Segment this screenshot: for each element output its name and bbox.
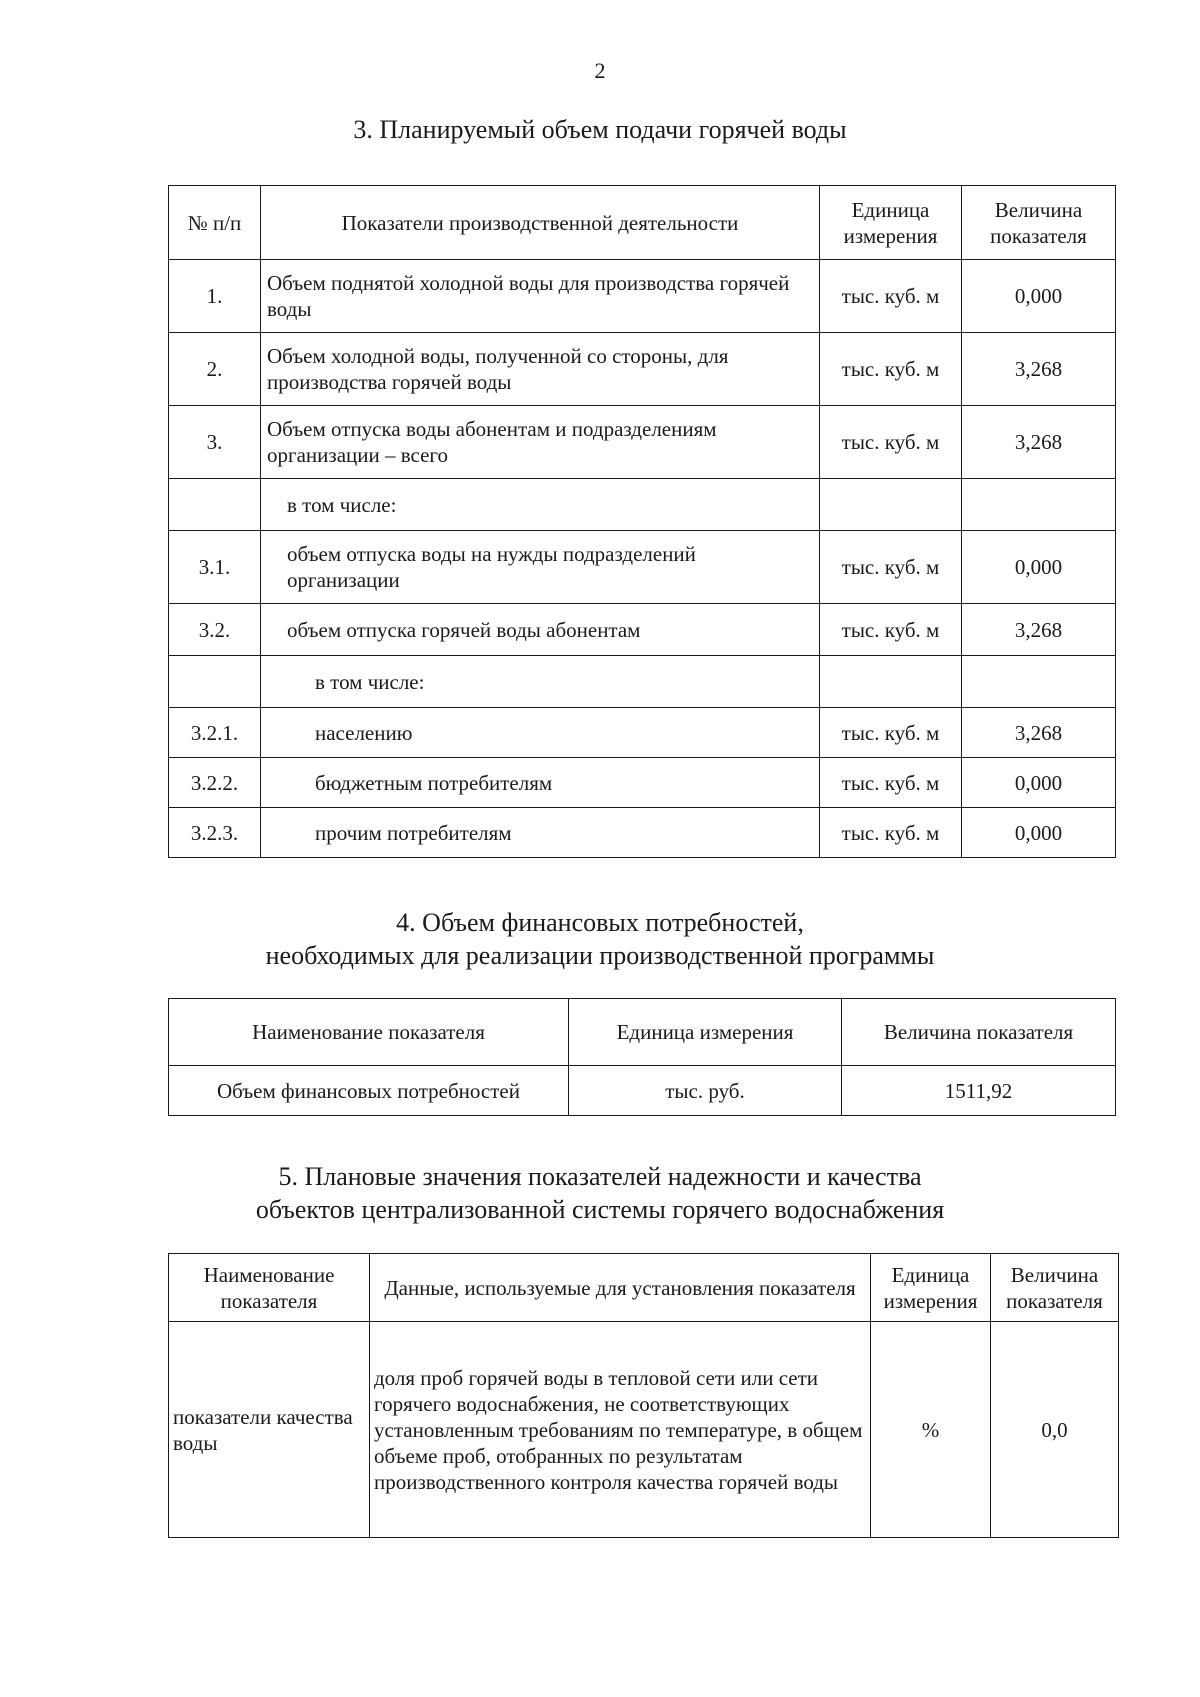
row-name: Объем поднятой холодной воды для производства горячей воды xyxy=(261,260,820,333)
col-header-indicator: Показатели производственной деятельности xyxy=(261,186,820,260)
row-num: 2. xyxy=(169,333,261,406)
table-row xyxy=(169,406,1116,479)
row-unit: % xyxy=(871,1322,991,1538)
table-row xyxy=(169,260,1116,333)
row-value: 0,000 xyxy=(962,758,1116,808)
table-row xyxy=(169,1322,1119,1538)
row-value: 3,268 xyxy=(962,333,1116,406)
table-row xyxy=(169,758,1116,808)
row-value: 0,000 xyxy=(962,260,1116,333)
table-row xyxy=(169,1066,1116,1116)
row-name: объем отпуска воды на нужды подразделений организации xyxy=(261,531,820,604)
row-unit xyxy=(820,656,962,708)
row-num xyxy=(169,479,261,531)
col-header-num: № п/п xyxy=(169,186,261,260)
row-value xyxy=(962,479,1116,531)
row-num: 1. xyxy=(169,260,261,333)
row-num: 3. xyxy=(169,406,261,479)
section5-title-line1: 5. Плановые значения показателей надежности и качества xyxy=(278,1162,922,1191)
row-value: 3,268 xyxy=(962,708,1116,758)
row-value: 3,268 xyxy=(962,604,1116,656)
row-name: Объем отпуска воды абонентам и подразделениям организации – всего xyxy=(261,406,820,479)
table-row xyxy=(169,531,1116,604)
row-value: 0,000 xyxy=(962,531,1116,604)
table-row xyxy=(169,333,1116,406)
row-num: 3.2.1. xyxy=(169,708,261,758)
row-unit: тыс. куб. м xyxy=(820,758,962,808)
row-value: 3,268 xyxy=(962,406,1116,479)
col-header-data: Данные, используемые для установления показателя xyxy=(370,1254,871,1322)
row-name: в том числе: xyxy=(261,479,820,531)
section4-title-line1: 4. Объем финансовых потребностей, xyxy=(396,908,804,937)
col-header-value: Величина показателя xyxy=(842,999,1116,1066)
page-number: 2 xyxy=(594,58,606,83)
financial-needs-table xyxy=(168,998,1116,1116)
table-row xyxy=(169,479,1116,531)
row-data: доля проб горячей воды в тепловой сети или сети горячего водоснабжения, не соответствующих установленным требованиям по температуре, в общем объеме проб, отобранных по результатам производственного контроля качества горячей воды xyxy=(370,1322,871,1538)
col-header-name: Наименование показателя xyxy=(169,1254,370,1322)
table-header-row xyxy=(169,1254,1119,1322)
col-header-value: Величина показателя xyxy=(962,186,1116,260)
col-header-unit: Единица измерения xyxy=(820,186,962,260)
row-name: Объем холодной воды, полученной со стороны, для производства горячей воды xyxy=(261,333,820,406)
row-num: 3.2.3. xyxy=(169,808,261,858)
section3-title: 3. Планируемый объем подачи горячей воды xyxy=(353,115,847,144)
section4-title-line2: необходимых для реализации производственной программы xyxy=(265,941,935,970)
table-row xyxy=(169,656,1116,708)
table-row xyxy=(169,808,1116,858)
table-header-row xyxy=(169,999,1116,1066)
col-header-name: Наименование показателя xyxy=(169,999,569,1066)
row-name: бюджетным потребителям xyxy=(261,758,820,808)
quality-indicators-table xyxy=(168,1253,1119,1538)
row-name: объем отпуска горячей воды абонентам xyxy=(261,604,820,656)
row-unit: тыс. куб. м xyxy=(820,604,962,656)
row-unit: тыс. руб. xyxy=(569,1066,842,1116)
col-header-unit: Единица измерения xyxy=(569,999,842,1066)
row-num xyxy=(169,656,261,708)
row-name: показатели качества воды xyxy=(169,1322,370,1538)
row-value: 1511,92 xyxy=(842,1066,1116,1116)
row-num: 3.1. xyxy=(169,531,261,604)
row-num: 3.2. xyxy=(169,604,261,656)
table-header-row xyxy=(169,186,1116,260)
table-row xyxy=(169,708,1116,758)
row-value: 0,0 xyxy=(991,1322,1119,1538)
section5-title-line2: объектов централизованной системы горячего водоснабжения xyxy=(255,1195,945,1224)
row-unit: тыс. куб. м xyxy=(820,531,962,604)
row-unit: тыс. куб. м xyxy=(820,808,962,858)
row-unit: тыс. куб. м xyxy=(820,708,962,758)
row-value xyxy=(962,656,1116,708)
col-header-unit: Единица измерения xyxy=(871,1254,991,1322)
row-unit: тыс. куб. м xyxy=(820,260,962,333)
col-header-value: Величина показателя xyxy=(991,1254,1119,1322)
row-unit: тыс. куб. м xyxy=(820,333,962,406)
table-row xyxy=(169,604,1116,656)
row-num: 3.2.2. xyxy=(169,758,261,808)
row-value: 0,000 xyxy=(962,808,1116,858)
row-name: в том числе: xyxy=(261,656,820,708)
row-name: населению xyxy=(261,708,820,758)
row-unit: тыс. куб. м xyxy=(820,406,962,479)
hot-water-volume-table xyxy=(168,185,1116,858)
row-unit xyxy=(820,479,962,531)
row-name: прочим потребителям xyxy=(261,808,820,858)
row-name: Объем финансовых потребностей xyxy=(169,1066,569,1116)
